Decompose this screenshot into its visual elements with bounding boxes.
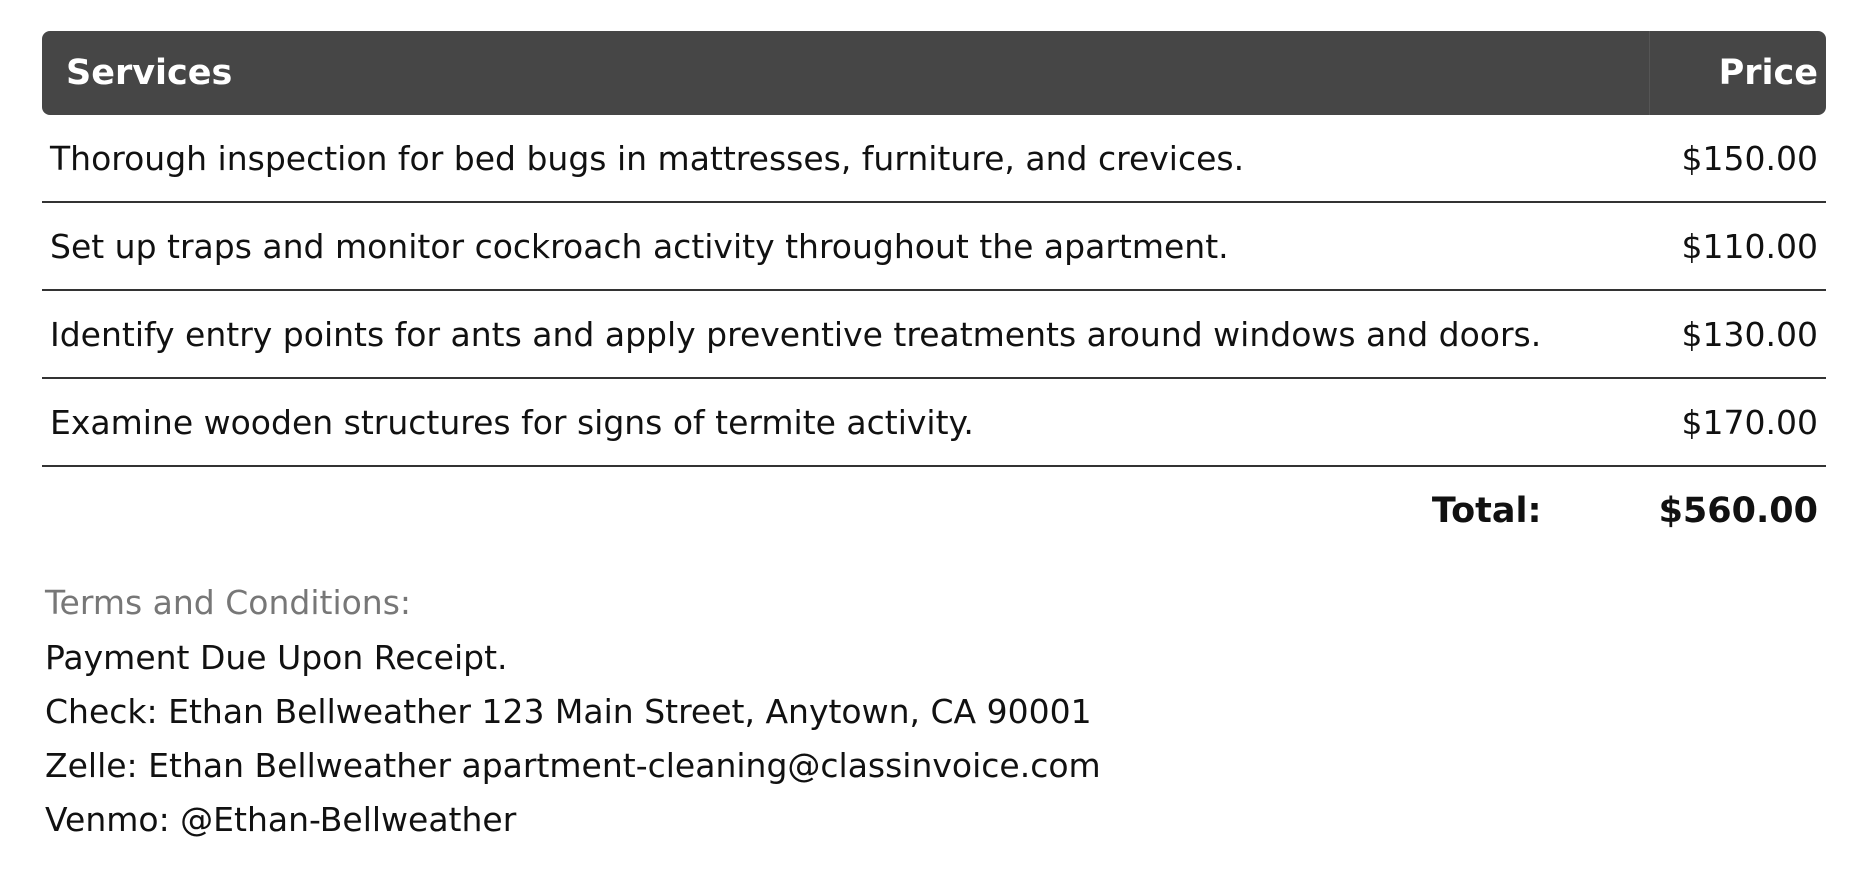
total-value: $560.00: [1658, 491, 1818, 531]
service-description: Set up traps and monitor cockroach activity throughout the apartment.: [42, 202, 1650, 290]
table-row: [42, 290, 1826, 378]
service-price: $170.00: [1650, 378, 1827, 466]
service-price: $130.00: [1650, 290, 1827, 378]
terms-check-info: Check: Ethan Bellweather 123 Main Street, Anytown, CA 90001: [45, 692, 1092, 731]
table-header-row: [42, 31, 1826, 115]
terms-venmo-info: Venmo: @Ethan-Bellweather: [45, 800, 517, 839]
terms-zelle-info: Zelle: Ethan Bellweather apartment-cleaning@classinvoice.com: [45, 746, 1101, 785]
service-description: Identify entry points for ants and apply preventive treatments around windows and doors.: [42, 290, 1650, 378]
service-description: Thorough inspection for bed bugs in mattresses, furniture, and crevices.: [42, 115, 1650, 202]
terms-section: [45, 575, 1445, 847]
service-description: Examine wooden structures for signs of termite activity.: [42, 378, 1650, 466]
terms-payment-due: Payment Due Upon Receipt.: [45, 638, 508, 677]
total-row: [42, 466, 1826, 555]
services-table: [42, 31, 1826, 555]
total-label: Total:: [1431, 491, 1542, 531]
table-row: [42, 378, 1826, 466]
table-row: [42, 115, 1826, 202]
terms-title: Terms and Conditions:: [45, 583, 412, 622]
table-row: [42, 202, 1826, 290]
price-column-header: Price: [1650, 31, 1827, 115]
services-column-header: Services: [66, 53, 233, 93]
service-price: $110.00: [1650, 202, 1827, 290]
service-price: $150.00: [1650, 115, 1827, 202]
